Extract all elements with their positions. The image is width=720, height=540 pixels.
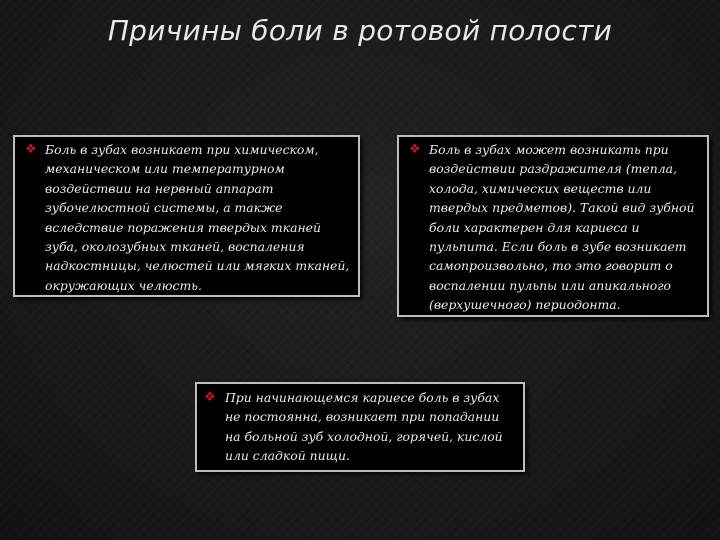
text-box-irritant-causes	[397, 135, 709, 317]
box-text: Боль в зубах возникает при химическом, механическом или температурном воздействии на нервный аппарат зубочелюстной системы, а также вследствие поражения твердых тканей зуба, околозубных тканей, воспаления надкостницы, челюстей или мягких тканей, окружающих челюсть.	[45, 142, 350, 293]
text-box-chemical-mechanical-causes	[13, 135, 360, 297]
box-text: Боль в зубах может возникать при воздействии раздражителя (тепла, холода, химических веществ или твердых предметов). Такой вид зубной боли характерен для кариеса и пульпита. Если боль в зубе возникает самопроизвольно, то это говорит о воспалении пульпы или апикального (верхушечного) периодонта.	[429, 142, 695, 313]
text-box-early-caries	[195, 382, 525, 472]
diamond-bullet-icon: ❖	[409, 142, 421, 157]
diamond-bullet-icon: ❖	[204, 390, 216, 405]
slide-title: Причины боли в ротовой полости	[107, 14, 613, 47]
box-text: При начинающемся кариесе боль в зубах не постоянна, возникает при попадании на больной зуб холодной, горячей, кислой или сладкой пищи.	[225, 390, 503, 464]
diamond-bullet-icon: ❖	[25, 142, 37, 157]
